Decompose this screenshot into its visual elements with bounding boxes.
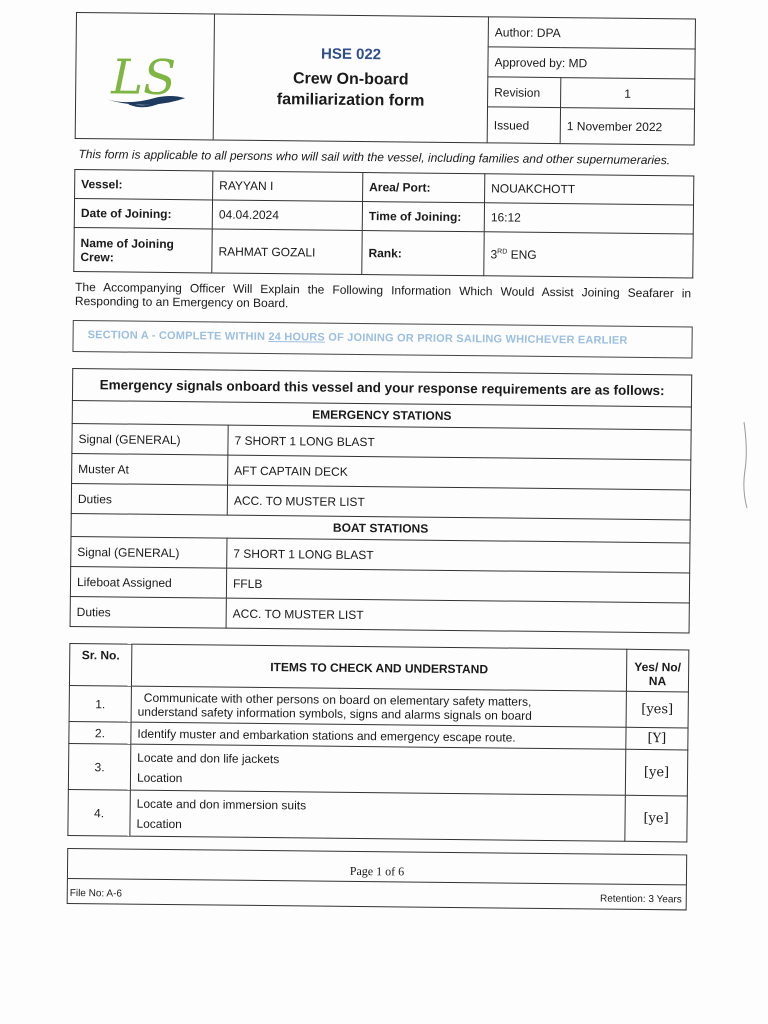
section-a-banner: SECTION A - COMPLETE WITHIN 24 HOURS OF JOINING OR PRIOR SAILING WHICHEVER EARLIER	[72, 320, 692, 358]
vessel-label: Vessel:	[75, 169, 213, 199]
item-number: 2.	[69, 721, 131, 744]
item-number: 1.	[69, 685, 131, 722]
form-title-line1: Crew On-board	[292, 70, 409, 89]
item-number: 4.	[68, 789, 130, 836]
item-text: Locate and don life jackets Location	[130, 744, 625, 795]
item-text: Locate and don immersion suits Location	[130, 790, 625, 841]
retention-period: Retention: 3 Years	[599, 893, 682, 906]
author-field: Author: DPA	[488, 17, 695, 49]
item-text: Communicate with other persons on board on elementary safety matters, understand safety information symbols, signs and alarms signals on board	[131, 686, 626, 727]
emergency-stations-title: EMERGENCY STATIONS	[72, 400, 691, 429]
pen-mark-icon	[738, 420, 752, 510]
lifeboat-label: Lifeboat Assigned	[70, 566, 226, 598]
rank-value: 3RD ENG	[484, 232, 693, 278]
emergency-signals-table	[70, 368, 693, 633]
col-item-header: ITEMS TO CHECK AND UNDERSTAND	[131, 644, 626, 691]
page-number: Page 1 of 6	[68, 857, 686, 885]
form-title-line2: familiarization form	[276, 91, 425, 110]
revision-value: 1	[561, 78, 695, 109]
boat-signal-label: Signal (GENERAL)	[71, 536, 227, 568]
col-sr-header: Sr. No.	[69, 643, 131, 686]
table-row	[68, 789, 687, 841]
rank-label: Rank:	[362, 231, 484, 276]
lifeboat-value: FFLB	[226, 568, 689, 603]
name-label: Name of Joining Crew:	[74, 227, 212, 272]
item-answer: [Y]	[626, 727, 688, 750]
item-text: Identify muster and embarkation stations and emergency escape route.	[131, 722, 626, 749]
emergency-signal-label: Signal (GENERAL)	[72, 423, 228, 455]
approved-field: Approved by: MD	[488, 47, 695, 79]
revision-label: Revision	[488, 77, 561, 108]
boat-stations-title: BOAT STATIONS	[71, 513, 690, 542]
date-value: 04.04.2024	[212, 200, 362, 231]
logo-cell	[75, 13, 214, 140]
title-cell	[213, 14, 488, 143]
intro-text: This form is applicable to all persons who will sail with the vessel, including families and other supernumeraries.	[78, 147, 671, 168]
table-row	[68, 743, 687, 795]
muster-label: Muster At	[72, 453, 228, 485]
file-number: File No: A-6	[69, 887, 123, 900]
item-answer: [yes]	[626, 691, 688, 728]
area-value: NOUAKCHOTT	[485, 174, 694, 205]
form-header	[75, 12, 696, 145]
vessel-value: RAYYAN I	[213, 171, 363, 202]
issued-value: 1 November 2022	[560, 108, 694, 145]
items-checklist-table	[67, 643, 689, 842]
emergency-duties-value: ACC. TO MUSTER LIST	[227, 485, 690, 520]
boat-signal-value: 7 SHORT 1 LONG BLAST	[227, 538, 690, 573]
form-content	[66, 12, 696, 968]
form-code: HSE 022	[320, 45, 382, 64]
vessel-info-table	[73, 169, 694, 278]
name-value: RAHMAT GOZALI	[212, 229, 362, 275]
time-label: Time of Joining:	[362, 202, 484, 232]
item-answer: [ye]	[625, 795, 687, 842]
item-number: 3.	[68, 743, 130, 790]
item-answer: [ye]	[625, 749, 687, 796]
boat-duties-value: ACC. TO MUSTER LIST	[226, 598, 689, 633]
page-footer	[67, 848, 688, 910]
emergency-signal-value: 7 SHORT 1 LONG BLAST	[228, 425, 691, 460]
area-label: Area/ Port:	[363, 173, 485, 203]
signals-heading: Emergency signals onboard this vessel and your response requirements are as follows:	[72, 368, 691, 406]
issued-label: Issued	[487, 107, 560, 144]
time-value: 16:12	[484, 203, 693, 234]
col-answer-header: Yes/ No/ NA	[626, 649, 688, 692]
emergency-duties-label: Duties	[71, 483, 227, 515]
svg-text:LS: LS	[110, 48, 176, 106]
officer-explanation: The Accompanying Officer Will Explain the Following Information Which Would Assist Joining Seafarer in Responding to an Emergency on Board.	[74, 280, 692, 311]
muster-value: AFT CAPTAIN DECK	[228, 455, 691, 490]
company-logo	[76, 41, 214, 112]
boat-duties-label: Duties	[70, 596, 226, 628]
date-label: Date of Joining:	[74, 198, 212, 228]
